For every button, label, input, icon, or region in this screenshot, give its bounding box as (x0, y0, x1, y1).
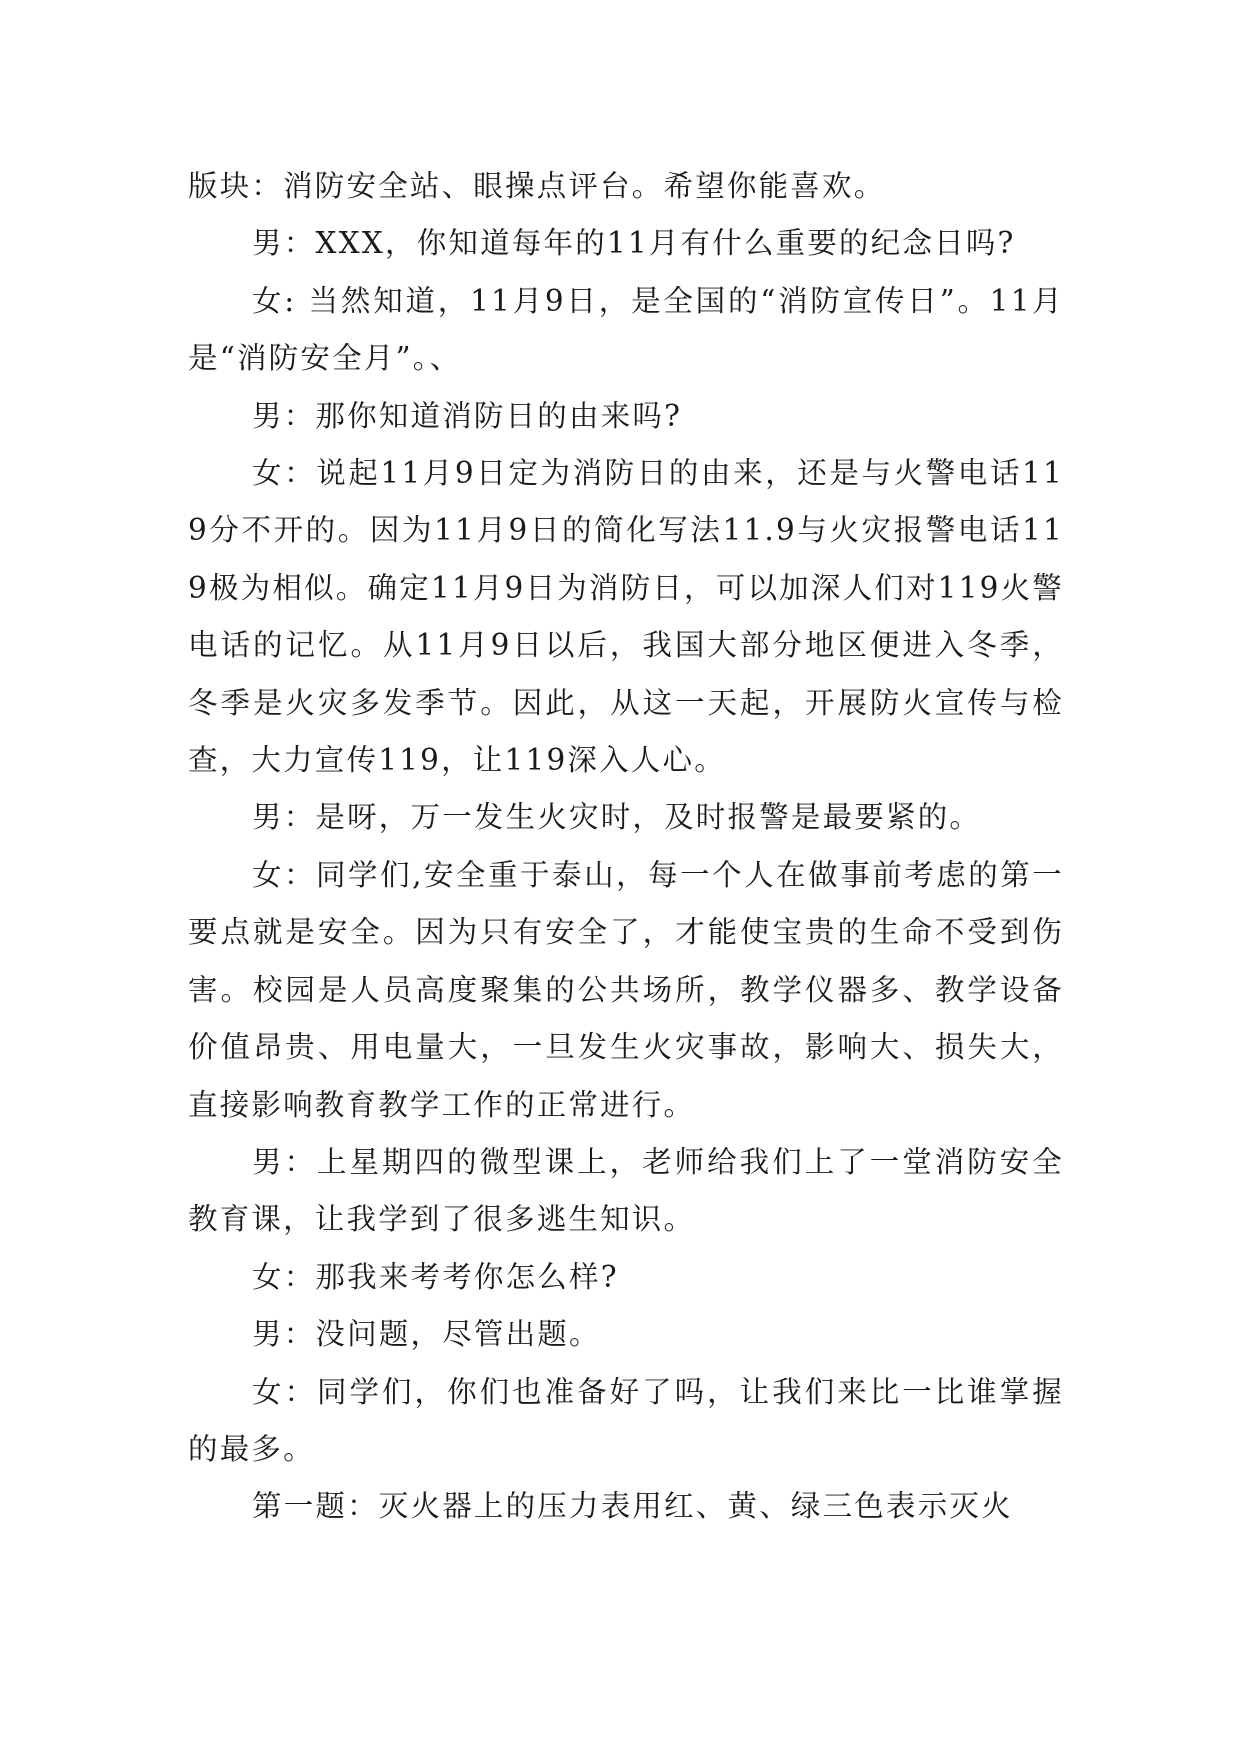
paragraph: 女：同学们,安全重于泰山，每一个人在做事前考虑的第一要点就是安全。因为只有安全了，才能使宝贵的生命不受到伤害。校园是人员高度聚集的公共场所，教学仪器多、教学设备价值昂贵、用电量大，一旦发生火灾事故，影响大、损失大，直接影响教育教学工作的正常进行。 (188, 857, 1064, 1122)
paragraph: 男：是呀，万一发生火灾时，及时报警是最要紧的。 (252, 800, 982, 835)
paragraph: 女: 当然知道，11月9日，是全国的“消防宣传日”。11月是“消防安全月”。、 (188, 283, 1064, 376)
paragraph: 女：说起11月9日定为消防日的由来，还是与火警电话119分不开的。因为11月9日的简化写法11.9与火灾报警电话119极为相似。确定11月9日为消防日，可以加深人们对119火警电话的记忆。从11月9日以后，我国大部分地区便进入冬季，冬季是火灾多发季节。因此，从这一天起，开展防火宣传与检查，大力宣传119，让119深入人心。 (188, 456, 1064, 778)
paragraph: 男：上星期四的微型课上，老师给我们上了一堂消防安全教育课，让我学到了很多逃生知识。 (188, 1144, 1064, 1237)
document-body (188, 158, 1064, 1536)
paragraph: 第一题：灭火器上的压力表用红、黄、绿三色表示灭火 (252, 1489, 1013, 1524)
paragraph: 女：同学们，你们也准备好了吗，让我们来比一比谁掌握的最多。 (188, 1374, 1064, 1466)
paragraph: 男：XXX，你知道每年的11月有什么重要的纪念日吗? (252, 226, 1016, 261)
paragraph: 女：那我来考考你怎么样? (252, 1259, 619, 1294)
paragraph: 男：没问题，尽管出题。 (252, 1317, 601, 1352)
paragraph: 男：那你知道消防日的由来吗? (252, 398, 683, 433)
paragraph: 版块：消防安全站、眼操点评台。希望你能喜欢。 (188, 169, 886, 203)
